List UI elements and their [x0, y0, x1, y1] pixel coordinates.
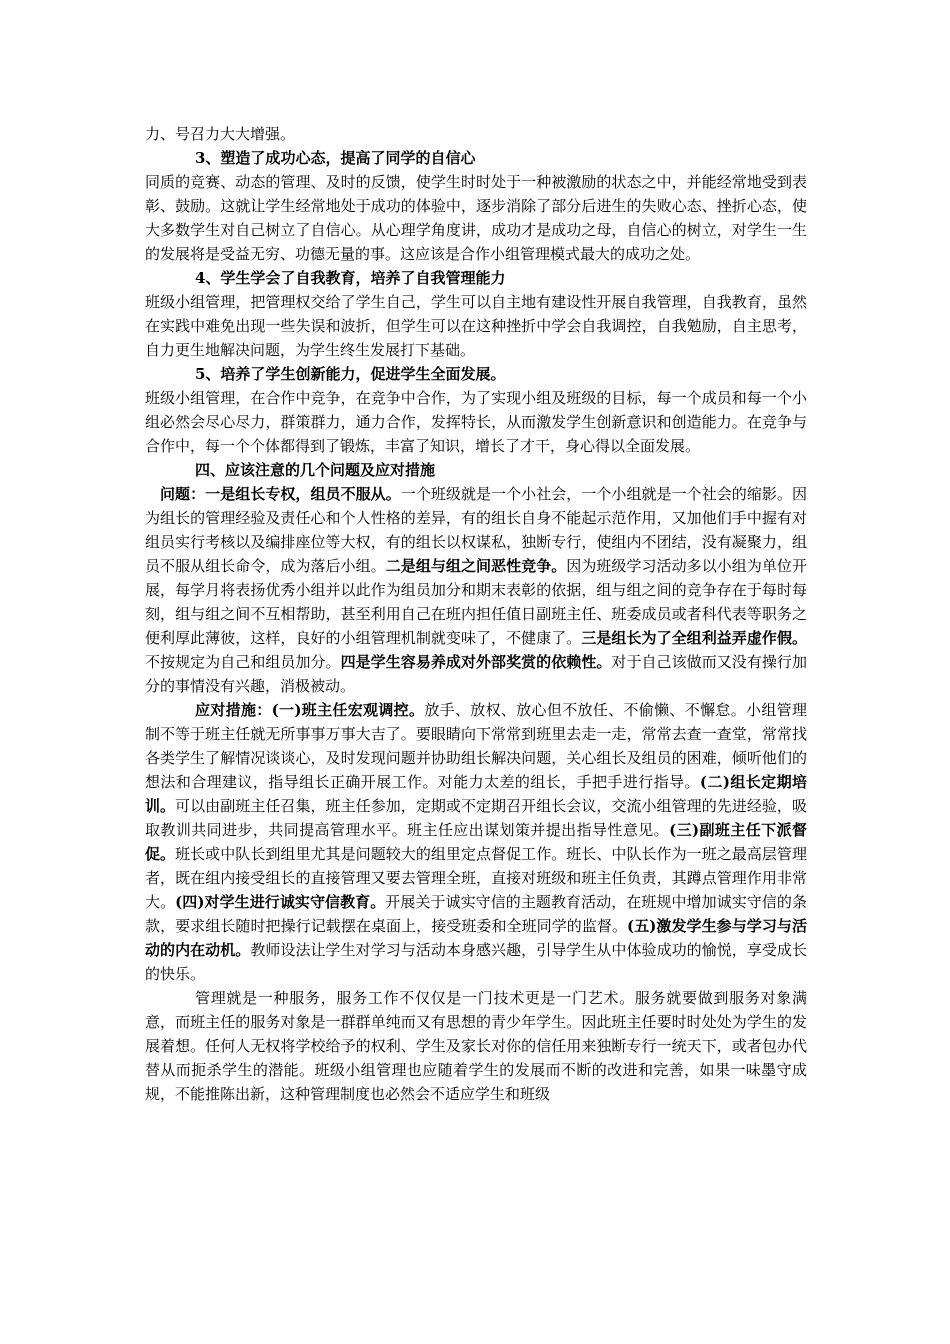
heading-part-four: 四、应该注意的几个问题及应对措施 [195, 461, 436, 479]
heading-section-5: 5、培养了学生创新能力，促进学生全面发展。 [195, 365, 506, 383]
problem-lead: 问题：一是组长专权，组员不服从。 [160, 485, 401, 503]
measure-bold-4: (四)对学生进行诚实守信教育。 [175, 893, 386, 911]
problem-bold-2: 二是组与组之间恶性竞争。 [385, 557, 567, 575]
measure-bold-5: (五)激发学生参与学习与活动的内在动机。 [145, 917, 807, 959]
paragraph-continuation: 力、号召力大大增强。 [145, 125, 296, 143]
paragraph-section-3: 同质的竞赛、动态的管理、及时的反馈，使学生时时处于一种被激励的状态之中，并能经常地受到表彰、鼓励。这就让学生经常地处于成功的体验中，逐步消除了部分后进生的失败心态、挫折心态，使大多数学生对自己树立了自信心。从心理学角度讲，成功才是成功之母，自信心的树立，对学生一生的发展将是受益无穷、功德无量的事。这应该是合作小组管理模式最大的成功之处。 [145, 173, 807, 263]
problem-text-1: 一个班级就是一个小社会，一个小组就是一个社会的缩影。因为组长的管理经验及责任心和个人性格的差异，有的组长自身不能起示范作用，又加他们手中握有对组员实行考核以及编排座位等大权，有的组长以权谋私，独断专行，使组内不团结，没有凝聚力，组员不服从组长命令，成为落后小组。 [145, 485, 807, 575]
problem-text-4: 对于自己该做而又没有操行加分的事情没有兴趣，消极被动。 [145, 653, 807, 695]
paragraph-measures [145, 698, 807, 986]
measure-text-5: 教师设法让学生对学习与活动本身感兴趣，引导学生从中体验成功的愉悦，享受成长的快乐。 [145, 941, 807, 983]
paragraph-section-4: 班级小组管理，把管理权交给了学生自己，学生可以自主地有建设性开展自我管理，自我教育，虽然在实践中难免出现一些失误和波折，但学生可以在这种挫折中学会自我调控，自我勉励，自主思考，自力更生地解决问题，为学生终生发展打下基础。 [145, 293, 807, 359]
measure-text-1: 放手、放权、放心但不放任、不偷懒、不懈怠。小组管理制不等于班主任就无所事事万事大吉了。要眼睛向下常常到班里去走一走，常常去查一查堂，常常找各类学生了解情况谈谈心，及时发现问题并协助组长解决问题，关心组长及组员的困难，倾听他们的想法和合理建议，指导组长正确开展工作。对能力太差的组长，手把手进行指导。 [145, 701, 807, 791]
problem-bold-3: 三是组长为了全组利益弄虚作假。 [581, 629, 807, 647]
heading-section-4: 4、学生学会了自我教育，培养了自我管理能力 [195, 269, 506, 287]
measure-bold-1: 应对措施：(一)班主任宏观调控。 [195, 701, 425, 719]
measure-bold-2: (二)组长定期培训。 [145, 773, 807, 815]
paragraph-problems [145, 482, 807, 698]
measure-bold-3: (三)副班主任下派督促。 [145, 821, 807, 863]
problem-bold-4: 四是学生容易养成对外部奖赏的依赖性。 [340, 653, 612, 671]
paragraph-section-5: 班级小组管理，在合作中竞争，在竞争中合作，为了实现小组及班级的目标，每一个成员和每一个小组必然会尽心尽力，群策群力，通力合作，发挥特长，从而激发学生创新意识和创造能力。在竞争与合作中，每一个个体都得到了锻炼，丰富了知识，增长了才干，身心得以全面发展。 [145, 389, 807, 455]
measure-text-3: 班长或中队长到组里尤其是问题较大的组里定点督促工作。班长、中队长作为一班之最高层管理者，既在组内接受组长的直接管理又要去管理全班，直接对班级和班主任负责，其蹲点管理作用非常大。 [145, 845, 807, 911]
measure-text-2: 可以由副班主任召集，班主任参加，定期或不定期召开组长会议，交流小组管理的先进经验，吸取教训共同进步，共同提高管理水平。班主任应出谋划策并提出指导性意见。 [145, 797, 807, 839]
measure-text-4: 开展关于诚实守信的主题教育活动，在班规中增加诚实守信的条款，要求组长随时把操行记载摆在桌面上，接受班委和全班同学的监督。 [145, 893, 807, 935]
heading-section-3: 3、塑造了成功心态，提高了同学的自信心 [195, 149, 476, 167]
problem-text-3: 不按规定为自己和组员加分。 [145, 653, 341, 671]
paragraph-closing: 管理就是一种服务，服务工作不仅仅是一门技术更是一门艺术。服务就要做到服务对象满意，而班主任的服务对象是一群群单纯而又有思想的青少年学生。因此班主任要时时处处为学生的发展着想。任何人无权将学校给予的权利、学生及家长对你的信任用来独断专行一统天下，或者包办代替从而扼杀学生的潜能。班级小组管理也应随着学生的发展而不断的改进和完善，如果一味墨守成规，不能推陈出新，这种管理制度也必然会不适应学生和班级 [145, 989, 807, 1103]
document-page [145, 122, 807, 1106]
problem-text-2: 因为班级学习活动多以小组为单位开展，每学月将表扬优秀小组并以此作为组员加分和期末表彰的依据，组与组之间的竞争存在于每时每刻，组与组之间不互相帮助，甚至利用自己在班内担任值日副班主任、班委成员或者科代表等职务之便利厚此薄彼，这样，良好的小组管理机制就变味了，不健康了。 [145, 557, 807, 647]
